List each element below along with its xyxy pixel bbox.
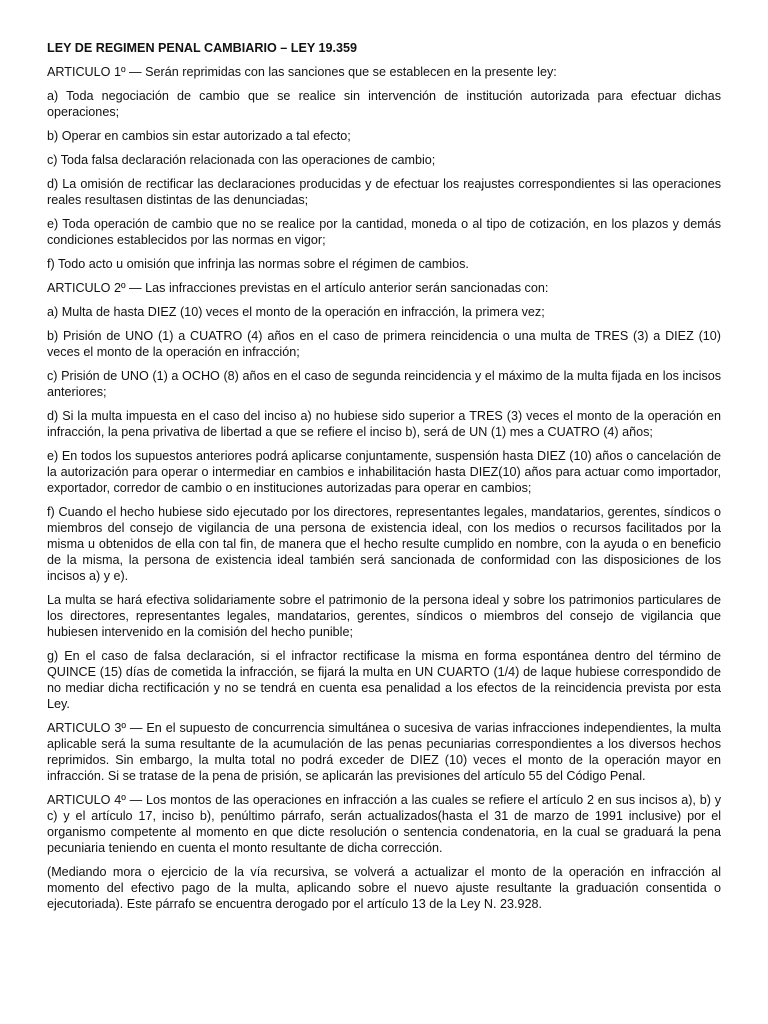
article-2-item-b: b) Prisión de UNO (1) a CUATRO (4) años en el caso de primera reincidencia o una multa de TRES (3) a DIEZ (10) veces el monto de la operación en infracción; xyxy=(47,329,721,359)
article-1-item-b: b) Operar en cambios sin estar autorizado a tal efecto; xyxy=(47,129,351,143)
article-2-fine-paragraph: La multa se hará efectiva solidariamente sobre el patrimonio de la persona ideal y sobre los patrimonios particulares de los directores, representantes legales, mandatarios, gerentes, síndicos o miembros del consejo de vigilancia que hubiesen intervenido en la comisión del hecho punible; xyxy=(47,593,721,639)
article-4-note: (Mediando mora o ejercicio de la vía recursiva, se volverá a actualizar el monto de la operación en infracción al momento del efectivo pago de la multa, aplicando sobre el nuevo ajuste resultante la graduación consentida o ejecutoriada). Este párrafo se encuentra derogado por el artículo 13 de la Ley N. 23.928. xyxy=(47,865,721,911)
article-3: ARTICULO 3º — En el supuesto de concurrencia simultánea o sucesiva de varias infracciones independientes, la multa aplicable será la suma resultante de la acumulación de las penas pecuniarias correspondientes a los diversos hechos reprimidos. Sin embargo, la multa total no podrá exceder de DIEZ (10) veces el monto de la operación mayor en infracción. Si se tratase de la pena de prisión, se aplicarán las previsiones del artículo 55 del Código Penal. xyxy=(47,721,721,783)
article-1-item-f: f) Todo acto u omisión que infrinja las normas sobre el régimen de cambios. xyxy=(47,257,469,271)
article-2-item-c: c) Prisión de UNO (1) a OCHO (8) años en el caso de segunda reincidencia y el máximo de la multa fijada en los incisos anteriores; xyxy=(47,369,721,399)
article-2-item-f: f) Cuando el hecho hubiese sido ejecutado por los directores, representantes legales, mandatarios, gerentes, síndicos o miembros del consejo de vigilancia de una persona de existencia ideal, con los medios o recursos facilitados por la misma u obtenidos de ella con tal fin, de manera que el hecho resulte cumplido en nombre, con la ayuda o en beneficio de la misma, la persona de existencia ideal también será sancionada de conformidad con las disposiciones de los incisos a) y e). xyxy=(47,505,721,583)
article-1-intro: ARTICULO 1º — Serán reprimidas con las sanciones que se establecen en la presente ley: xyxy=(47,65,557,79)
article-1-item-a: a) Toda negociación de cambio que se realice sin intervención de institución autorizada para efectuar dichas operaciones; xyxy=(47,89,721,119)
document-title: LEY DE REGIMEN PENAL CAMBIARIO – LEY 19.359 xyxy=(47,41,358,55)
article-2-item-e: e) En todos los supuestos anteriores podrá aplicarse conjuntamente, suspensión hasta DIEZ (10) años o cancelación de la autorización para operar o intermediar en cambios e inhabilitación hasta DIEZ(10) años para actuar como importador, exportador, corredor de cambio o en instituciones autorizadas para operar en cambios; xyxy=(47,449,721,495)
article-1-item-c: c) Toda falsa declaración relacionada con las operaciones de cambio; xyxy=(47,153,436,167)
article-2-item-g: g) En el caso de falsa declaración, si el infractor rectificase la misma en forma espontánea dentro del término de QUINCE (15) días de cometida la infracción, se fijará la multa en UN CUARTO (1/4) de laque hubiese correspondido de no mediar dicha rectificación y no se tendrá en cuenta esa penalidad a los efectos de la reincidencia prevista por esta Ley. xyxy=(47,649,721,711)
article-1-item-e: e) Toda operación de cambio que no se realice por la cantidad, moneda o al tipo de cotización, en los plazos y demás condiciones establecidos por las normas en vigor; xyxy=(47,217,721,247)
article-2-item-a: a) Multa de hasta DIEZ (10) veces el monto de la operación en infracción, la primera vez; xyxy=(47,305,545,319)
article-2-intro: ARTICULO 2º — Las infracciones previstas en el artículo anterior serán sancionadas con: xyxy=(47,281,549,295)
article-4: ARTICULO 4º — Los montos de las operaciones en infracción a las cuales se refiere el artículo 2 en sus incisos a), b) y c) y el artículo 17, inciso b), penúltimo párrafo, serán actualizados(hasta el 31 de marzo de 1991 inclusive) por el organismo competente al momento en que dicte resolución o sentencia condenatoria, en la cual se graduará la pena pecuniaria teniendo en cuenta el monto resultante de dicha corrección. xyxy=(47,793,721,855)
article-1-item-d: d) La omisión de rectificar las declaraciones producidas y de efectuar los reajustes correspondientes si las operaciones reales resultasen distintas de las denunciadas; xyxy=(47,177,721,207)
article-2-item-d: d) Si la multa impuesta en el caso del inciso a) no hubiese sido superior a TRES (3) veces el monto de la operación en infracción, la pena privativa de libertad a que se refiere el inciso b), será de UN (1) mes a CUATRO (4) años; xyxy=(47,409,721,439)
document-body xyxy=(47,40,721,920)
